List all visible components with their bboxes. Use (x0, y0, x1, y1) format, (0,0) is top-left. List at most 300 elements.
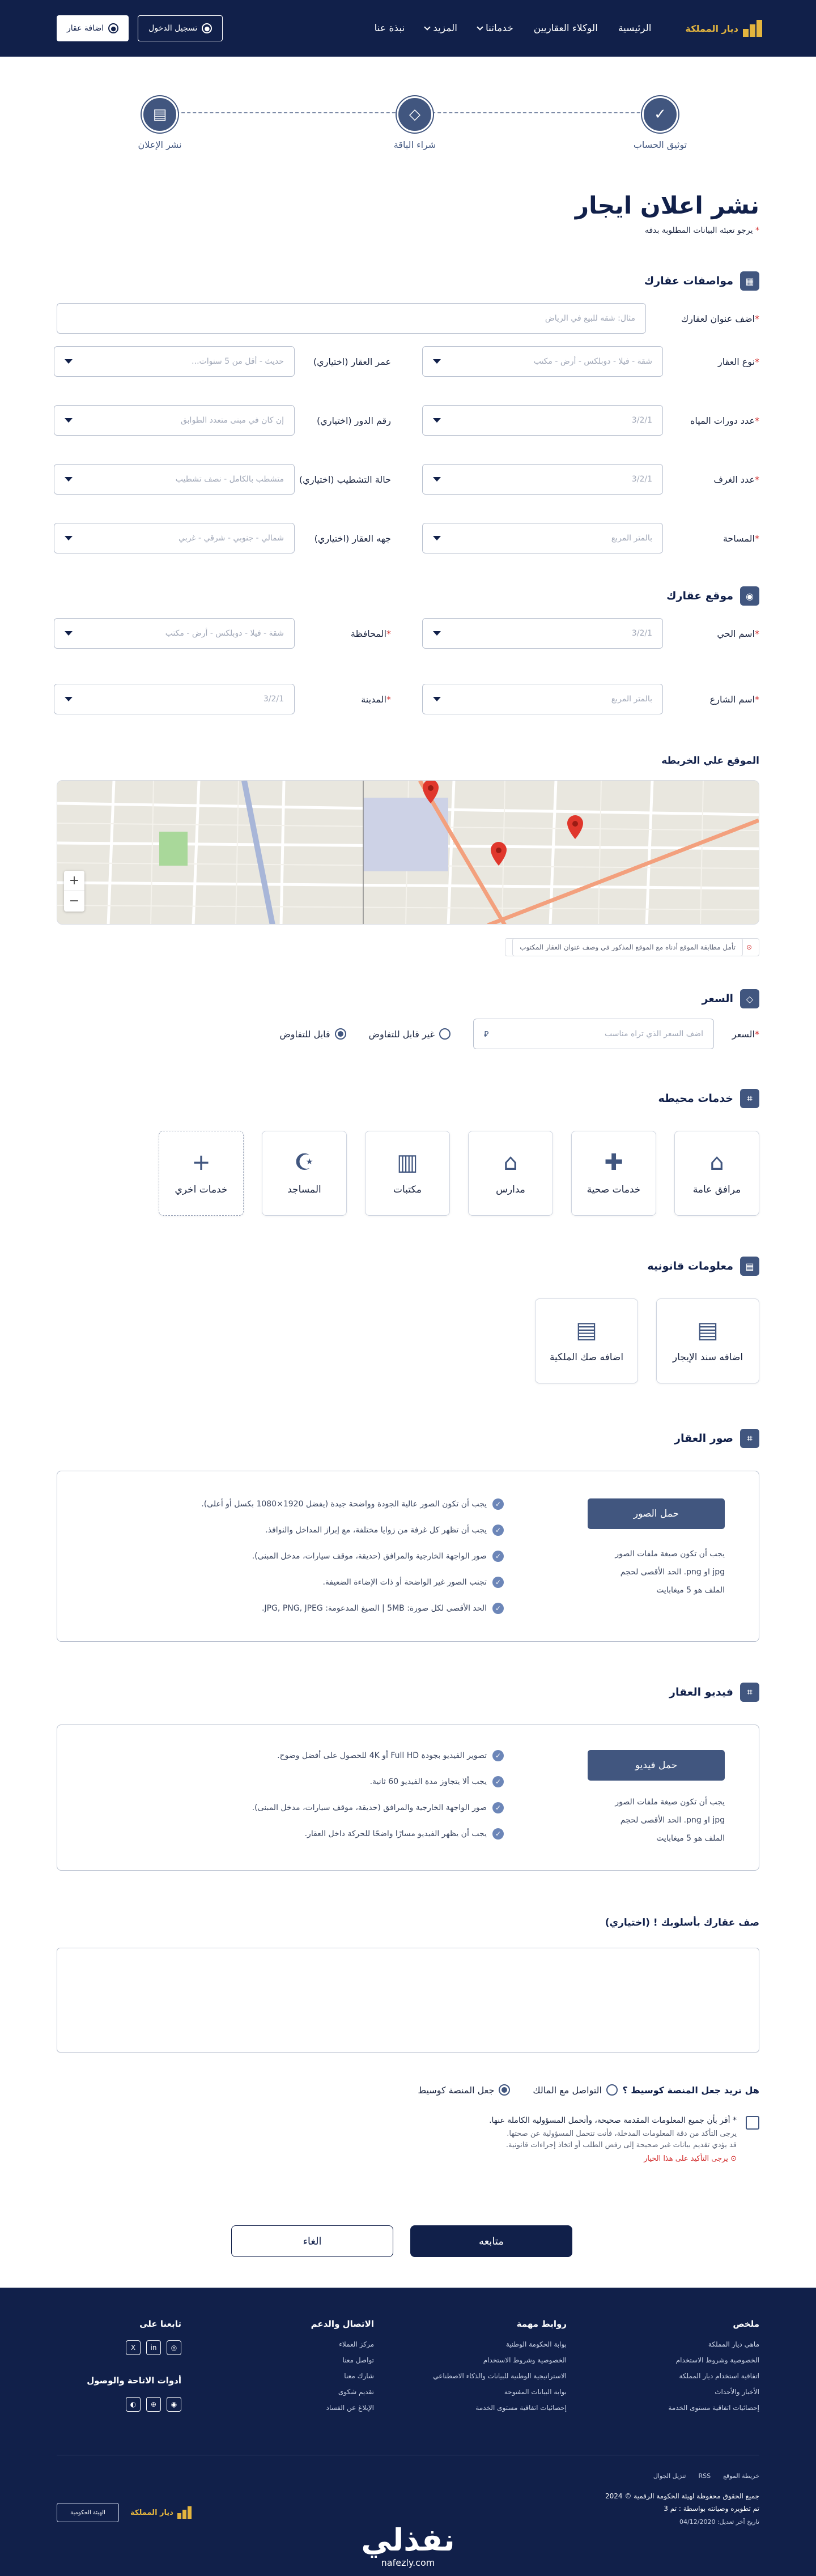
section-title: موقع عقارك (666, 590, 733, 602)
footer-bottom-links (605, 2472, 759, 2480)
caret-down-icon (65, 697, 73, 701)
footer-link[interactable]: خريطة الموقع (723, 2472, 759, 2480)
add-document-icon: ▤ (697, 1317, 719, 1343)
type-label: *نوع العقار (717, 356, 759, 367)
instagram-icon[interactable]: ◎ (167, 2340, 181, 2355)
rule-item (94, 1828, 504, 1840)
map-note-box (505, 938, 759, 956)
description-heading: صف عقارك بأسلوبك ! (اختياري) (605, 1917, 759, 1928)
req-line: jpg او png. الحد الأقصى لحجم (620, 1816, 725, 1825)
footer-link[interactable]: إحصائيات اتفاقية مستوى الخدمة (475, 2404, 567, 2412)
nav-about[interactable]: نبذة عنا (374, 23, 405, 34)
owner-contact-radio[interactable] (533, 2084, 618, 2096)
upload-left (538, 1750, 725, 1847)
card-label: اضافه سند الإيجار (672, 1352, 743, 1363)
check-icon: ✓ (492, 1802, 504, 1813)
price-row (57, 1019, 759, 1049)
caret-down-icon (433, 359, 441, 364)
baths-label: *عدد دورات المياه (690, 415, 759, 426)
map-zoom-controls (64, 871, 84, 912)
footer-link[interactable]: مركز العملاء (339, 2340, 374, 2348)
label-text: اسم الحي (717, 628, 755, 639)
section-photos-heading (57, 1429, 759, 1448)
eye-icon[interactable]: ◉ (167, 2397, 181, 2412)
legal-cards (57, 1298, 759, 1383)
chevron-down-icon (424, 24, 431, 30)
location-map[interactable] (57, 780, 759, 925)
footer-col-support (227, 2319, 374, 2432)
footer-col-title: أدوات الاتاحة والوصول (87, 2375, 181, 2386)
footer-link[interactable]: الأخبار والأحداث (715, 2388, 759, 2396)
tag-icon: ◇ (397, 96, 433, 133)
footer-link[interactable]: تقديم شكوى (338, 2388, 374, 2396)
add-deed-card[interactable] (535, 1298, 638, 1383)
baths-row (422, 405, 759, 436)
tag-icon: ◇ (740, 989, 759, 1008)
caret-down-icon (433, 536, 441, 540)
logo-text: ديار المملكة (130, 2508, 173, 2517)
section-title: صور العقار (674, 1432, 733, 1445)
mediator-question: هل تريد جعل المنصة كوسيط ؟ (622, 2084, 759, 2096)
section-specs-heading (57, 271, 759, 291)
check-icon: ✓ (492, 1750, 504, 1761)
watermark (0, 2523, 816, 2568)
card-label: مكتبات (393, 1184, 422, 1195)
step-label: توثيق الحساب (633, 139, 687, 150)
check-icon: ✓ (492, 1498, 504, 1510)
error-icon: ⊙ (728, 2155, 737, 2163)
gov-logo: الهيئة الحكومية (57, 2503, 119, 2522)
section-title: معلومات قانونيه (647, 1260, 733, 1272)
location-grid-2 (57, 671, 759, 714)
rule-text: يجب أن تظهر كل غرفة من زوايا مختلفة، مع إبراز المداخل والنوافذ. (265, 1526, 487, 1535)
site-footer (0, 2288, 816, 2576)
radio-label: التواصل مع المالك (533, 2084, 602, 2096)
check-icon: ✓ (492, 1828, 504, 1840)
rule-text: صور الواجهة الخارجية والمرافق (حديقة، موقف سيارات، مدخل المبنى). (252, 1803, 487, 1812)
card-label: خدمات صحية (586, 1184, 641, 1195)
street-select[interactable] (422, 684, 663, 714)
login-label: تسجيل الدخول (148, 24, 198, 33)
floor-row (54, 405, 391, 436)
video-upload-box (57, 1725, 759, 1871)
zoom-in-button[interactable]: + (64, 871, 84, 891)
age-row (54, 346, 391, 377)
rule-item (94, 1750, 504, 1761)
rule-item (94, 1551, 504, 1562)
card-label: اضافه صك الملكية (549, 1352, 624, 1363)
finish-select[interactable] (54, 464, 295, 495)
check-icon: ✓ (492, 1577, 504, 1588)
description-textarea[interactable] (57, 1948, 759, 2053)
type-select[interactable] (422, 346, 663, 377)
caret-down-icon (65, 631, 73, 636)
next-button[interactable]: متابعه (410, 2225, 572, 2257)
caret-down-icon (433, 697, 441, 701)
location-grid-1 (57, 606, 759, 649)
caret-down-icon (65, 418, 73, 423)
footer-link[interactable]: تواصل معنا (342, 2356, 374, 2364)
upload-video-button[interactable]: حمل فيديو (588, 1750, 725, 1781)
photos-upload-box (57, 1471, 759, 1642)
footer-col-title: ملخص (733, 2319, 759, 2329)
nav-services[interactable] (478, 23, 513, 34)
city-select[interactable] (54, 684, 295, 714)
caret-down-icon (65, 536, 73, 540)
placeholder: اضف السعر الذي تراه مناسب (605, 1029, 703, 1038)
main-nav (223, 23, 651, 34)
label-text: السعر (732, 1028, 755, 1040)
map-note-text: تأمل مطابقة الموقع أدناه مع الموقع المذكور في وصف عنوان العقار المكتوب (512, 938, 743, 956)
direction-row (54, 523, 391, 553)
footer-col-links (419, 2319, 567, 2432)
add-lease-card[interactable] (656, 1298, 759, 1383)
placeholder: شقة - فيلا - دوبلكس - أرض - مكتب (165, 629, 284, 638)
rooms-row (422, 464, 759, 495)
footer-logos (57, 2500, 192, 2526)
label-text: المدينة (361, 693, 386, 705)
rule-item (94, 1577, 504, 1588)
network-icon: ⌗ (740, 1089, 759, 1108)
location-pin-icon: ◉ (740, 586, 759, 606)
footer-link[interactable]: الخصوصية وشروط الاستخدام (483, 2356, 567, 2364)
logo-mark-icon (178, 2506, 192, 2519)
nav-home[interactable]: الرئيسية (618, 23, 652, 34)
street-row (422, 684, 759, 714)
step-label: نشر الإعلان (138, 139, 182, 150)
page-subtitle (57, 226, 759, 235)
finish-label: حالة التشطيب (اختياري) (299, 474, 391, 485)
riyal-icon: ⃁ (484, 1030, 489, 1039)
area-label: *المساحة (722, 533, 759, 544)
service-other[interactable] (159, 1131, 244, 1216)
watermark-text: نفذلي (361, 2522, 455, 2558)
section-title: مواصفات عقارك (644, 275, 733, 287)
section-legal-heading (57, 1257, 759, 1276)
mosque-icon: ☪ (294, 1149, 314, 1176)
section-title: خدمات محيطه (658, 1092, 733, 1105)
last-updated: تاريخ آخر تعديل: 04/12/2020 (679, 2518, 759, 2526)
rule-item (94, 1603, 504, 1614)
top-header (0, 0, 816, 57)
upload-left (538, 1498, 725, 1614)
nav-services-label: خدماتنا (485, 23, 513, 34)
footer-link[interactable]: شارك معنا (344, 2372, 374, 2380)
label-text: عدد الغرف (713, 474, 755, 485)
logo-mark-icon (743, 20, 762, 37)
accessibility-icons (57, 2397, 181, 2412)
non-negotiable-radio[interactable] (369, 1028, 450, 1040)
caret-down-icon (433, 631, 441, 636)
caret-down-icon (65, 359, 73, 364)
document-icon: ▤ (740, 1257, 759, 1276)
public-building-icon: ⌂ (709, 1149, 724, 1176)
radio-circle (499, 2084, 510, 2096)
footer-col-follow (57, 2319, 181, 2432)
footer-link[interactable]: إحصائيات اتفاقية مستوى الخدمة (668, 2404, 759, 2412)
specs-grid-4 (57, 510, 759, 553)
login-button[interactable] (138, 15, 223, 41)
services-cards (57, 1131, 759, 1216)
developer-note: تم تطويره وصيانته بواسطة : تم 3 (664, 2505, 759, 2513)
form-actions (57, 2225, 572, 2257)
req-line: يجب أن تكون صيغة ملفات الصور (615, 1549, 725, 1559)
platform-mediator-radio[interactable] (418, 2084, 510, 2096)
footer-link[interactable]: RSS (698, 2472, 711, 2480)
zoom-icon[interactable]: ⊕ (146, 2397, 161, 2412)
req-line: الملف هو 5 ميغابايت (656, 1834, 725, 1843)
area-select[interactable] (422, 523, 663, 553)
caret-down-icon (433, 477, 441, 482)
page-title: نشر اعلان ايجار (575, 191, 759, 219)
placeholder: بالمتر المربع (611, 695, 652, 704)
nav-more[interactable] (425, 23, 457, 34)
deed-icon: ▤ (576, 1317, 597, 1343)
check-icon: ✓ (492, 1776, 504, 1787)
footer-link[interactable]: بوابة البيانات المفتوحة (504, 2388, 567, 2396)
upload-photos-button[interactable]: حمل الصور (588, 1498, 725, 1529)
negotiable-radio[interactable] (279, 1028, 346, 1040)
card-label: خدمات اخري (175, 1184, 228, 1195)
area-row (422, 523, 759, 553)
specs-grid-3 (57, 452, 759, 495)
label-text: اضف عنوان لعقارك (681, 313, 755, 324)
district-row (422, 618, 759, 649)
finish-row (54, 464, 391, 495)
consent-checkbox[interactable] (746, 2116, 759, 2130)
rule-text: يجب أن يظهر الفيديو مسارًا واضحًا للحركة داخل العقار. (304, 1829, 487, 1838)
section-price-heading (57, 989, 759, 1008)
req-line: يجب أن تكون صيغة ملفات الصور (615, 1798, 725, 1807)
user-icon: ● (202, 23, 212, 33)
governorate-select[interactable] (54, 618, 295, 649)
chevron-down-icon (477, 24, 483, 30)
nav-more-label: المزيد (433, 23, 457, 34)
footer-col-title: روابط مهمة (516, 2319, 567, 2329)
zoom-out-button[interactable]: − (69, 894, 80, 908)
section-title: فيديو العقار (669, 1686, 733, 1698)
placeholder: متشطب بالكامل - نصف تشطيب (175, 475, 284, 484)
upload-requirements (583, 1793, 725, 1847)
footer-link[interactable]: بوابة الحكومة الوطنية (505, 2340, 567, 2348)
mediator-row (57, 2084, 759, 2096)
governorate-row (54, 618, 391, 649)
specs-grid-1 (57, 334, 759, 377)
location-pin-icon: ● (108, 23, 118, 33)
title-label: *اضف عنوان لعقارك (681, 313, 759, 324)
placeholder: 3/2/1 (631, 416, 652, 425)
radio-circle (335, 1028, 346, 1040)
check-icon: ✓ (642, 96, 678, 133)
specs-grid-2 (57, 393, 759, 436)
age-select[interactable] (54, 346, 295, 377)
rule-item (94, 1525, 504, 1536)
district-label: *اسم الحي (717, 628, 759, 639)
req-line: الملف هو 5 ميغابايت (656, 1586, 725, 1595)
add-property-button[interactable] (57, 15, 129, 41)
section-title: السعر (702, 993, 733, 1005)
footer-link[interactable]: ماهي ديار المملكة (708, 2340, 759, 2348)
age-label: عمر العقار (اختياري) (313, 356, 391, 367)
req-line: jpg او png. الحد الأقصى لحجم (620, 1568, 725, 1577)
floor-label: رقم الدور (اختياري) (317, 415, 391, 426)
section-location-heading (57, 586, 759, 606)
check-icon: ✓ (492, 1603, 504, 1614)
card-label: مدارس (496, 1184, 525, 1195)
service-public-facilities[interactable] (674, 1131, 759, 1216)
consent-text: * أقر بأن جميع المعلومات المقدمة صحيحة، وأتحمل المسؤولية الكاملة عنها. (489, 2116, 737, 2125)
footer-col-title: الاتصال والدعم (311, 2319, 374, 2329)
service-health[interactable] (571, 1131, 656, 1216)
footer-link[interactable]: الإبلاغ عن الفساد (326, 2404, 374, 2412)
label-text: المساحة (722, 533, 755, 544)
governorate-label: *المحافظة (350, 628, 391, 639)
library-icon: ▥ (397, 1149, 418, 1176)
price-input[interactable] (473, 1019, 714, 1049)
negotiable-group (257, 1028, 450, 1040)
label-text: نوع العقار (717, 356, 755, 367)
step-package (358, 96, 471, 150)
linkedin-icon[interactable]: in (146, 2340, 161, 2355)
add-property-label: اضافة عقار (67, 24, 104, 33)
upload-requirements (583, 1545, 725, 1599)
placeholder: 3/2/1 (631, 475, 652, 484)
footer-bottom (57, 2455, 759, 2526)
school-icon: ⌂ (503, 1149, 518, 1176)
hospital-icon: ✚ (604, 1149, 623, 1176)
card-label: المساجد (287, 1184, 321, 1195)
rooms-select[interactable] (422, 464, 663, 495)
watermark-url: nafezly.com (381, 2557, 435, 2568)
photo-rules (94, 1498, 504, 1614)
document-icon: ▤ (142, 96, 178, 133)
price-label: *السعر (732, 1028, 759, 1040)
service-mosques[interactable] (262, 1131, 347, 1216)
rule-item (94, 1498, 504, 1510)
site-logo[interactable] (686, 20, 763, 37)
building-icon: ▦ (740, 271, 759, 291)
warning-icon: ⊙ (746, 943, 752, 951)
radio-label: جعل المنصة كوسيط (418, 2084, 495, 2096)
service-schools[interactable] (468, 1131, 553, 1216)
consent-block (57, 2116, 759, 2163)
step-publish (103, 96, 216, 150)
footer-col-title: تابعنا على (139, 2319, 181, 2329)
required-mark: * (755, 226, 759, 235)
radio-circle (439, 1028, 450, 1040)
rooms-label: *عدد الغرف (713, 474, 759, 485)
floor-select[interactable] (54, 405, 295, 436)
rule-text: يجب ألا يتجاوز مدة الفيديو 60 ثانية. (369, 1777, 487, 1786)
placeholder: مثال: شقه للبيع في الرياض (545, 314, 635, 323)
city-label: *المدينة (361, 693, 391, 705)
social-icons (57, 2340, 181, 2355)
step-verify (604, 96, 717, 150)
footer-link[interactable]: الاستراتيجية الوطنية للبيانات والذكاء الاصطناعي (433, 2372, 567, 2380)
consent-text-block (489, 2116, 737, 2163)
placeholder: حديث - أقل من 5 سنوات... (192, 357, 284, 366)
error-text: يرجى التأكيد على هذا الخيار (644, 2155, 728, 2163)
check-icon: ✓ (492, 1551, 504, 1562)
placeholder: شمالي - جنوبي - شرقي - غربي (178, 534, 284, 543)
city-row (54, 684, 391, 714)
label-text: عدد دورات المياه (690, 415, 755, 426)
footer-link[interactable]: اتفاقية استخدام ديار المملكة (679, 2372, 759, 2380)
district-select[interactable] (422, 618, 663, 649)
label-text: المحافظة (350, 628, 386, 639)
cancel-button[interactable]: الغاء (231, 2225, 393, 2257)
street-label: *اسم الشارع (709, 693, 759, 705)
radio-label: قابل للتفاوض (279, 1028, 330, 1040)
plus-icon: + (192, 1149, 211, 1176)
title-row (57, 303, 759, 334)
placeholder: 3/2/1 (631, 629, 652, 638)
map-tiles (57, 781, 759, 925)
rule-text: تصوير الفيديو بجودة Full HD أو 4K للحصول على أفضل وضوح. (277, 1751, 487, 1760)
card-label: مرافق عامة (692, 1184, 741, 1195)
logo-text: ديار المملكة (685, 23, 738, 34)
footer-bottom-info (605, 2472, 759, 2526)
network-icon: ⌗ (740, 1429, 759, 1448)
rule-text: الحد الأقصى لكل صورة: 5MB | الصيغ المدعومة: JPG, PNG, JPEG. (262, 1604, 487, 1613)
map-note (57, 938, 759, 956)
rule-item (94, 1802, 504, 1813)
consent-error (489, 2155, 737, 2163)
label-text: اسم الشارع (709, 693, 755, 705)
title-input[interactable] (57, 303, 646, 334)
map-heading: الموقع علي الخريطه (661, 755, 759, 767)
form-container (0, 191, 816, 2257)
caret-down-icon (65, 477, 73, 482)
rule-text: تجنب الصور غير الواضحة أو ذات الإضاءة الضعيفة. (322, 1578, 487, 1587)
contrast-icon[interactable]: ◐ (126, 2397, 141, 2412)
placeholder: بالمتر المربع (611, 534, 652, 543)
header-actions (57, 15, 223, 41)
consent-detail: يرجى التأكد من دقة المعلومات المدخلة، فأنت تتحمل المسؤولية عن صحتها. قد يؤدي تقديم بيانات غير صحيحة إلى رفض الطلب أو اتخاذ إجراءات قانونية. (505, 2130, 737, 2149)
network-icon: ⌗ (740, 1683, 759, 1702)
rule-item (94, 1776, 504, 1787)
radio-label: غير قابل للتفاوض (368, 1028, 435, 1040)
service-libraries[interactable] (365, 1131, 450, 1216)
placeholder: إن كان في مبنى متعدد الطوابق (180, 416, 284, 425)
direction-select[interactable] (54, 523, 295, 553)
footer-link[interactable]: الخصوصية وشروط الاستخدام (675, 2356, 759, 2364)
section-video-heading (57, 1683, 759, 1702)
check-icon: ✓ (492, 1525, 504, 1536)
footer-col-summary (612, 2319, 759, 2432)
video-rules (94, 1750, 504, 1847)
footer-columns (57, 2319, 759, 2432)
type-row (422, 346, 759, 377)
step-label: شراء الباقة (393, 139, 436, 150)
nav-agents[interactable]: الوكلاء العقاريين (533, 23, 598, 34)
placeholder: 3/2/1 (263, 695, 284, 704)
section-services-heading (57, 1089, 759, 1108)
copyright: جميع الحقوق محفوظة لهيئة الحكومة الرقمية © 2024 (605, 2492, 759, 2500)
footer-link[interactable]: تنزيل الجوال (653, 2472, 686, 2480)
caret-down-icon (433, 418, 441, 423)
rule-text: يجب أن تكون الصور عالية الجودة وواضحة جيدة (يفضل 1920×1080 بكسل أو أعلى). (201, 1500, 487, 1509)
placeholder: شقة - فيلا - دوبلكس - أرض - مكتب (533, 357, 652, 366)
rule-text: صور الواجهة الخارجية والمرافق (حديقة، موقف سيارات، مدخل المبنى). (252, 1552, 487, 1561)
subtitle-text: يرجو تعبئه البيانات المطلوبة بدقه (644, 226, 753, 235)
progress-stepper (0, 57, 816, 170)
footer-logo (130, 2506, 192, 2519)
baths-select[interactable] (422, 405, 663, 436)
direction-label: جهه العقار (اختياري) (314, 533, 391, 544)
radio-circle (606, 2084, 618, 2096)
x-icon[interactable]: X (126, 2340, 141, 2355)
